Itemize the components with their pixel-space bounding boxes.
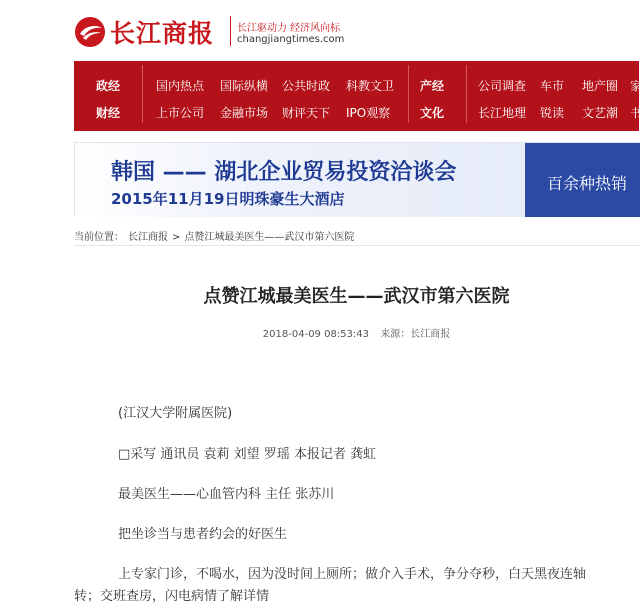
- article-paragraph: (江汉大学附属医院): [118, 406, 233, 421]
- article-paragraph: 上专家门诊，不喝水，因为没时间上厕所；做介入手术，争分夺秒，白天黑夜连轴: [118, 567, 587, 582]
- nav-item-listed-companies[interactable]: 上市公司: [156, 106, 205, 120]
- nav-item-auto-market[interactable]: 车市: [540, 79, 565, 93]
- nav-item-finance-commentary[interactable]: 财评天下: [282, 106, 331, 120]
- nav-item-ipo-watch[interactable]: IPO观察: [346, 106, 391, 120]
- breadcrumb: [74, 228, 639, 246]
- article-title: 点赞江城最美医生——武汉市第六医院: [203, 286, 510, 307]
- nav-divider: [466, 65, 467, 123]
- nav-item-financial-market[interactable]: 金融市场: [220, 106, 269, 120]
- site-domain: changjiangtimes.com: [237, 34, 345, 45]
- article-meta: [74, 325, 639, 340]
- breadcrumb-divider: [74, 245, 639, 246]
- banner-right-panel: [525, 143, 640, 217]
- nav-row-2: [74, 98, 642, 128]
- nav-item-sharp-reading[interactable]: 锐读: [540, 106, 565, 120]
- nav-item-international[interactable]: 国际纵横: [220, 79, 269, 93]
- banner-subtitle: 2015年11月19日明珠豪生大酒店: [111, 190, 345, 208]
- site-slogan: 长江驱动力 经济风向标: [237, 23, 341, 34]
- banner-left-panel: [75, 143, 525, 217]
- nav-item-home[interactable]: 家: [630, 79, 642, 93]
- nav-item-arts-trend[interactable]: 文艺潮: [582, 106, 619, 120]
- article-paragraph: 转；交班查房，闪电病情了解详情: [74, 589, 270, 604]
- banner-right-text: 百余种热销: [547, 174, 628, 193]
- breadcrumb-prefix: 当前位置：: [74, 232, 124, 243]
- nav-category-industry[interactable]: 产经: [420, 79, 445, 93]
- nav-row-1: [74, 71, 642, 101]
- banner-ad[interactable]: [74, 142, 639, 216]
- site-header: [0, 0, 639, 60]
- breadcrumb-current-link[interactable]: 点赞江城最美医生——武汉市第六医院: [184, 232, 355, 243]
- nav-divider: [408, 65, 409, 123]
- logo-text[interactable]: 长江商报: [110, 19, 215, 48]
- article-datetime: 2018-04-09 08:53:43: [262, 329, 370, 340]
- nav-item-real-estate[interactable]: 地产圈: [582, 79, 619, 93]
- nav-item-company-survey[interactable]: 公司调查: [478, 79, 527, 93]
- article-paragraph: 最美医生——心血管内科 主任 张苏川: [118, 487, 335, 502]
- breadcrumb-separator: >: [172, 232, 181, 243]
- nav-item-books[interactable]: 书: [630, 106, 642, 120]
- banner-title: 韩国 —— 湖北企业贸易投资洽谈会: [111, 160, 457, 185]
- main-nav: [74, 61, 642, 131]
- nav-category-culture[interactable]: 文化: [420, 106, 445, 120]
- nav-item-science-education[interactable]: 科教文卫: [346, 79, 395, 93]
- nav-divider: [142, 65, 143, 123]
- article-paragraph: □采写 通讯员 袁莉 刘望 罗瑶 本报记者 龚虹: [118, 447, 377, 462]
- nav-item-changjiang-geography[interactable]: 长江地理: [478, 106, 527, 120]
- nav-item-public-affairs[interactable]: 公共时政: [282, 79, 331, 93]
- breadcrumb-home-link[interactable]: 长江商报: [128, 232, 168, 243]
- logo-divider: [230, 16, 231, 46]
- nav-category-politics-economy[interactable]: 政经: [96, 79, 121, 93]
- article-source: 来源：长江商报: [380, 329, 451, 340]
- logo-icon[interactable]: [74, 16, 106, 48]
- nav-item-domestic-hot[interactable]: 国内热点: [156, 79, 205, 93]
- nav-category-finance[interactable]: 财经: [96, 106, 121, 120]
- article-paragraph: 把坐诊当与患者约会的好医生: [118, 527, 288, 542]
